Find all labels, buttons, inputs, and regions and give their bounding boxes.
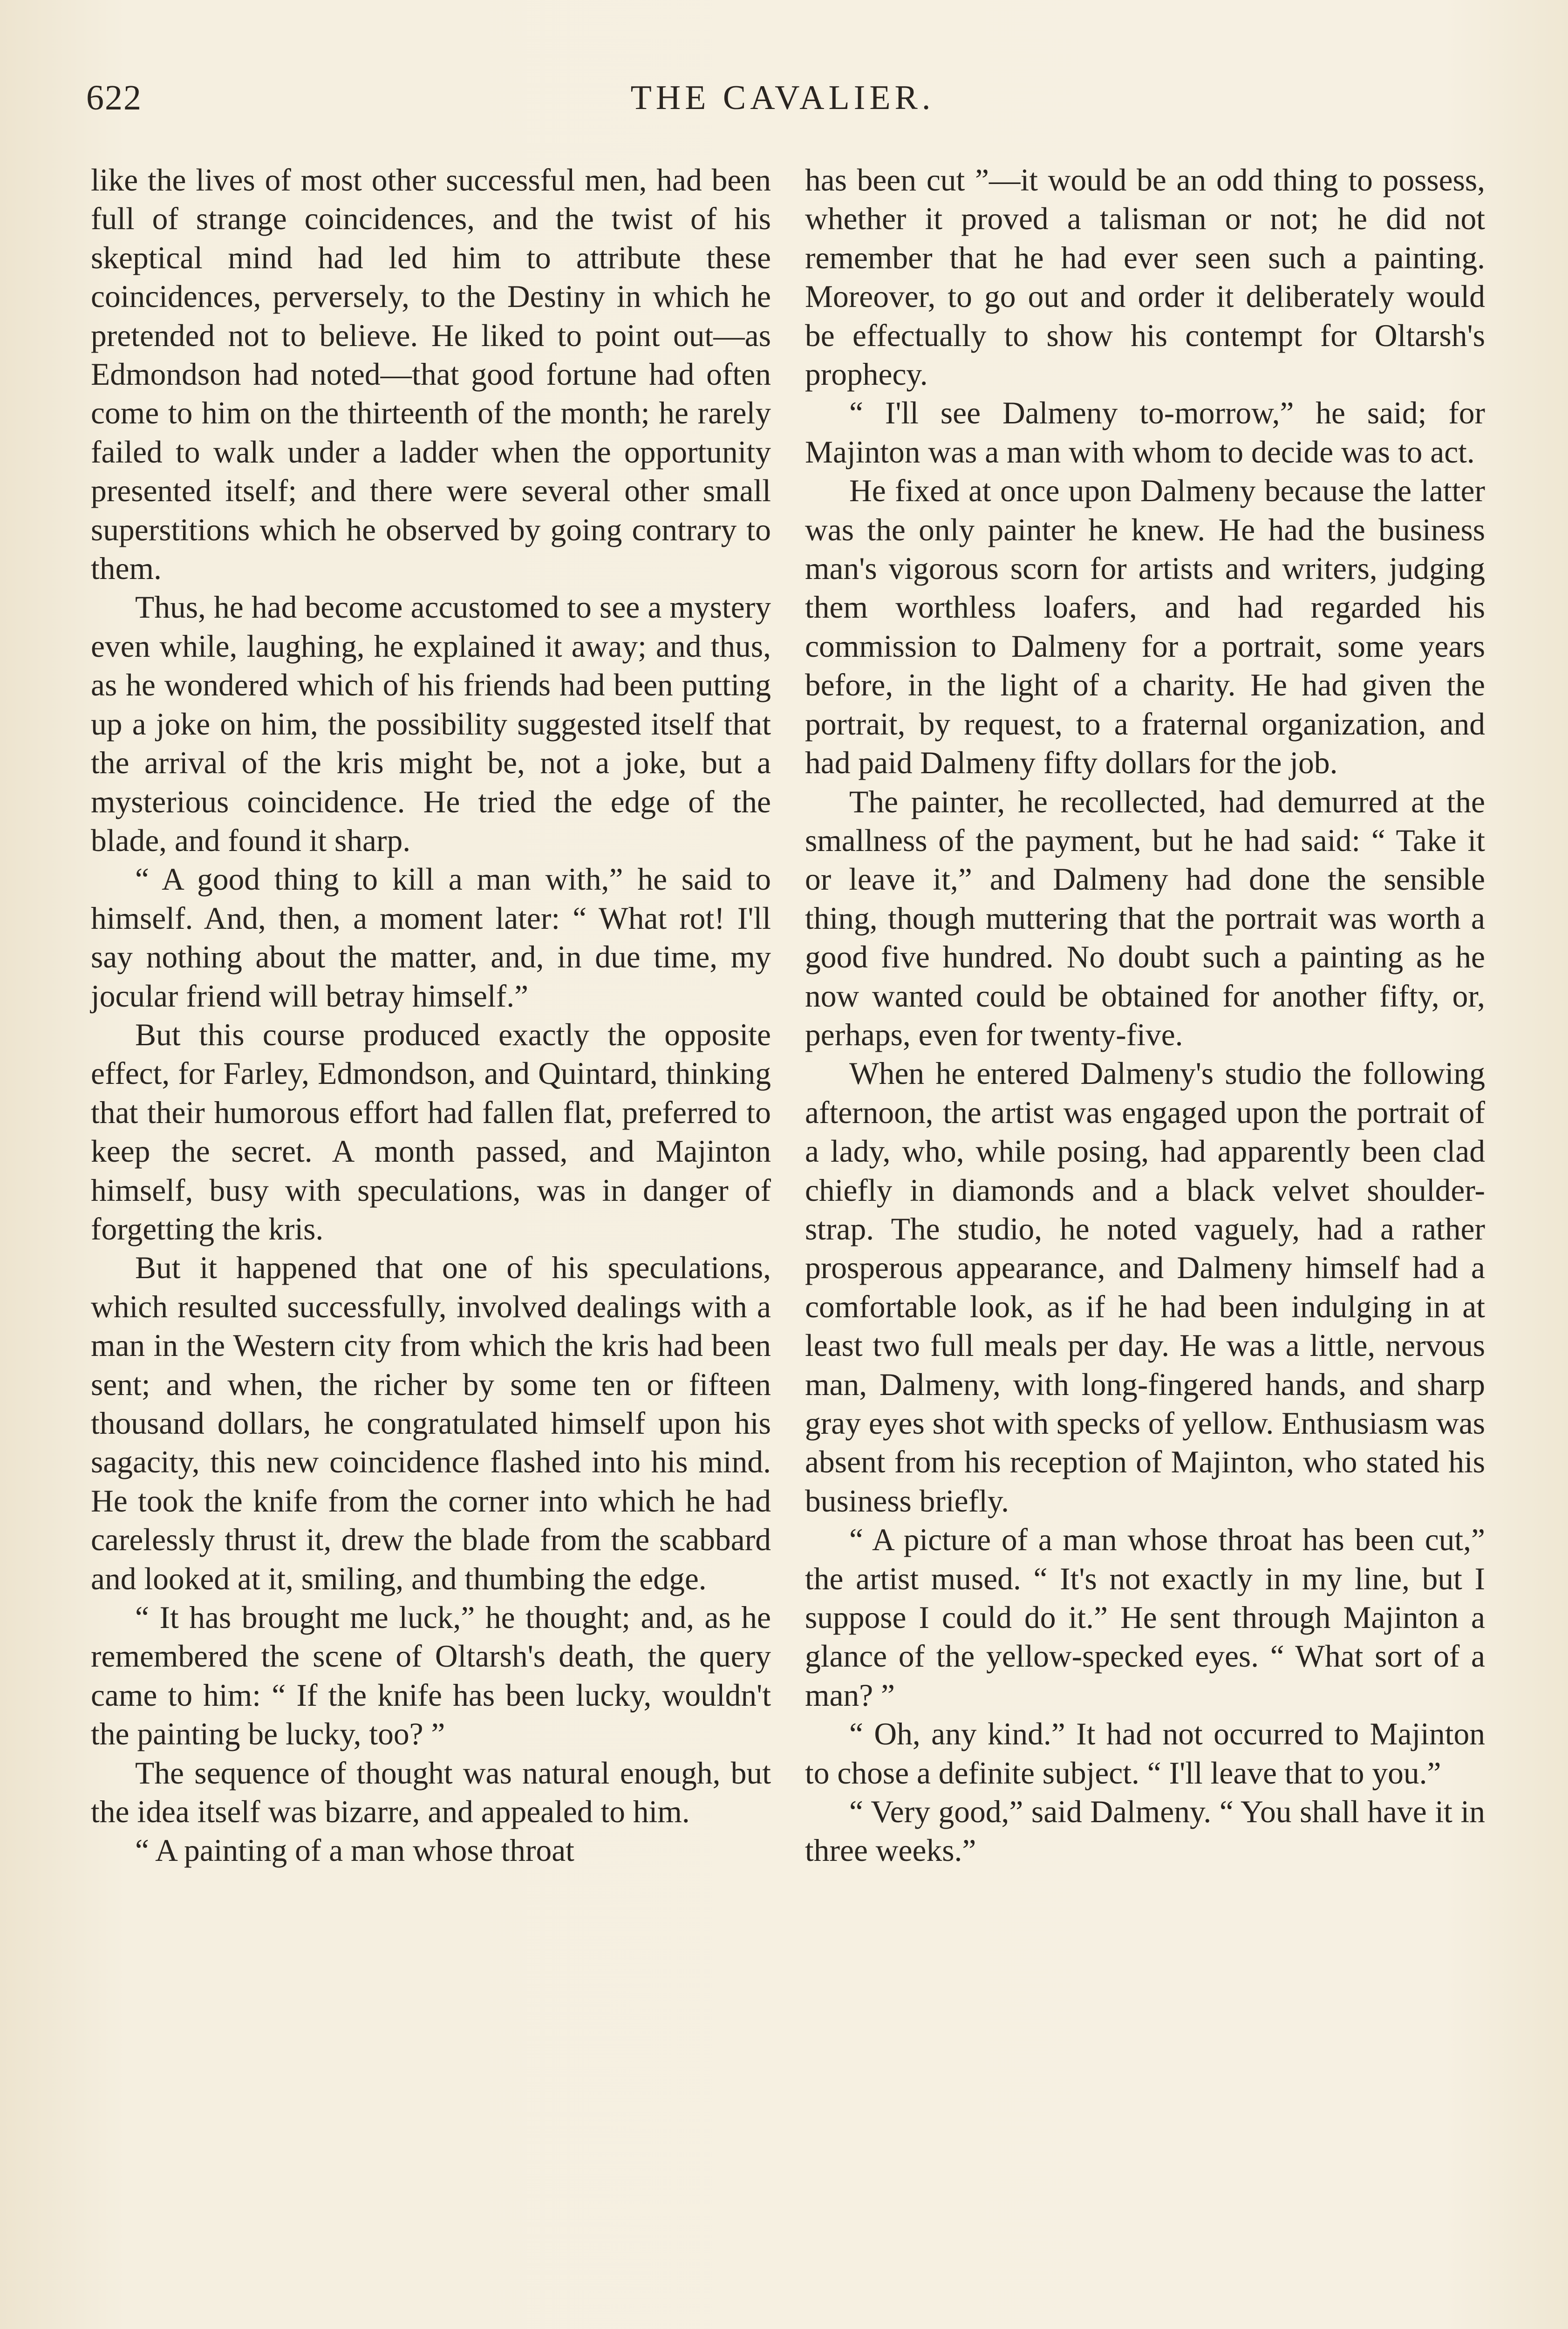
paragraph: “ A painting of a man whose throat — [135, 1833, 574, 1868]
paragraph: “ It has brought me luck,” he thought; and, as he remembered the scene of Oltarsh's death, the query came to him: “ If the knife has been lucky, wouldn't the painting be lucky, too? ” — [91, 1600, 771, 1752]
paragraph: The sequence of thought was natural enough, but the idea itself was bizarre, and appealed to him. — [91, 1755, 771, 1830]
paragraph: has been cut ”—it would be an odd thing to possess, whether it proved a talisman or not; he did not remember that he had ever seen such a painting. Moreover, to go out and order it deliberately would be effectually to show his contempt for Oltarsh's prophecy. — [805, 163, 1485, 392]
paragraph: When he entered Dalmeny's studio the following afternoon, the artist was engaged upon the portrait of a lady, who, while posing, had apparently been clad chiefly in diamonds and a black velvet shoulder-strap. The studio, he noted vaguely, had a rather prosperous appearance, and Dalmeny himself had a comfortable look, as if he had been indulging in at least two full meals per day. He was a little, nervous man, Dalmeny, with long-fingered hands, and sharp gray eyes shot with specks of yellow. Enthusiasm was absent from his reception of Majinton, who stated his business briefly. — [805, 1056, 1485, 1519]
paragraph: He fixed at once upon Dalmeny because the latter was the only painter he knew. He had the business man's vigorous scorn for artists and writers, judging them worthless loafers, and had regarded his commission to Dalmeny for a portrait, some years before, in the light of a charity. He had given the portrait, by request, to a fraternal organization, and had paid Dalmeny fifty dollars for the job. — [805, 473, 1485, 781]
paragraph: Thus, he had become accustomed to see a mystery even while, laughing, he explained it away; and thus, as he wondered which of his friends had been putting up a joke on him, the possibility suggested itself that the arrival of the kris might be, not a joke, but a mysterious coincidence. He tried the edge of the blade, and found it sharp. — [91, 590, 771, 858]
paragraph: The painter, he recollected, had demurred at the smallness of the payment, but he had said: “ Take it or leave it,” and Dalmeny had done the sensible thing, though muttering that the portrait was worth a good five hundred. No doubt such a painting as he now wanted could be obtained for another fifty, or, perhaps, even for twenty-five. — [805, 784, 1485, 1052]
paragraph: “ A picture of a man whose throat has been cut,” the artist mused. “ It's not exactly in my line, but I suppose I could do it.” He sent through Majinton a glance of the yellow-specked eyes. “ What sort of a man? ” — [805, 1522, 1485, 1713]
paragraph: But it happened that one of his speculations, which resulted successfully, involved dealings with a man in the Western city from which the kris had been sent; and when, the richer by some ten or fifteen thousand dollars, he congratulated himself upon his sagacity, this new coincidence flashed into his mind. He took the knife from the corner into which he had carelessly thrust it, drew the blade from the scabbard and looked at it, smiling, and thumbing the edge. — [91, 1250, 771, 1596]
paragraph: “ I'll see Dalmeny to-morrow,” he said; for Majinton was a man with whom to decide was to act. — [805, 395, 1485, 470]
paragraph: “ Oh, any kind.” It had not occurred to Majinton to chose a definite subject. “ I'll leave that to you.” — [805, 1716, 1485, 1791]
paragraph: “ A good thing to kill a man with,” he said to himself. And, then, a moment later: “ What rot! I'll say nothing about the matter, and, in due time, my jocular friend will betray himself.” — [91, 862, 771, 1014]
paragraph: “ Very good,” said Dalmeny. “ You shall have it in three weeks.” — [805, 1794, 1485, 1868]
paragraph: But this course produced exactly the opposite effect, for Farley, Edmondson, and Quintard, thinking that their humorous effort had fallen flat, preferred to keep the secret. A month passed, and Majinton himself, busy with speculations, was in danger of forgetting the kris. — [91, 1017, 771, 1246]
left-column — [91, 161, 771, 1870]
right-column — [805, 161, 1485, 1870]
page-header — [86, 75, 1479, 126]
running-head: THE CAVALIER. — [630, 79, 935, 117]
page-number: 622 — [86, 78, 142, 117]
paragraph: like the lives of most other successful men, had been full of strange coincidences, and the twist of his skeptical mind had led him to attribute these coincidences, perversely, to the Destiny in which he pretended not to believe. He liked to point out—as Edmondson had noted—that good fortune had often come to him on the thirteenth of the month; he rarely failed to walk under a ladder when the opportunity presented itself; and there were several other small superstitions which he observed by going contrary to them. — [91, 163, 771, 586]
